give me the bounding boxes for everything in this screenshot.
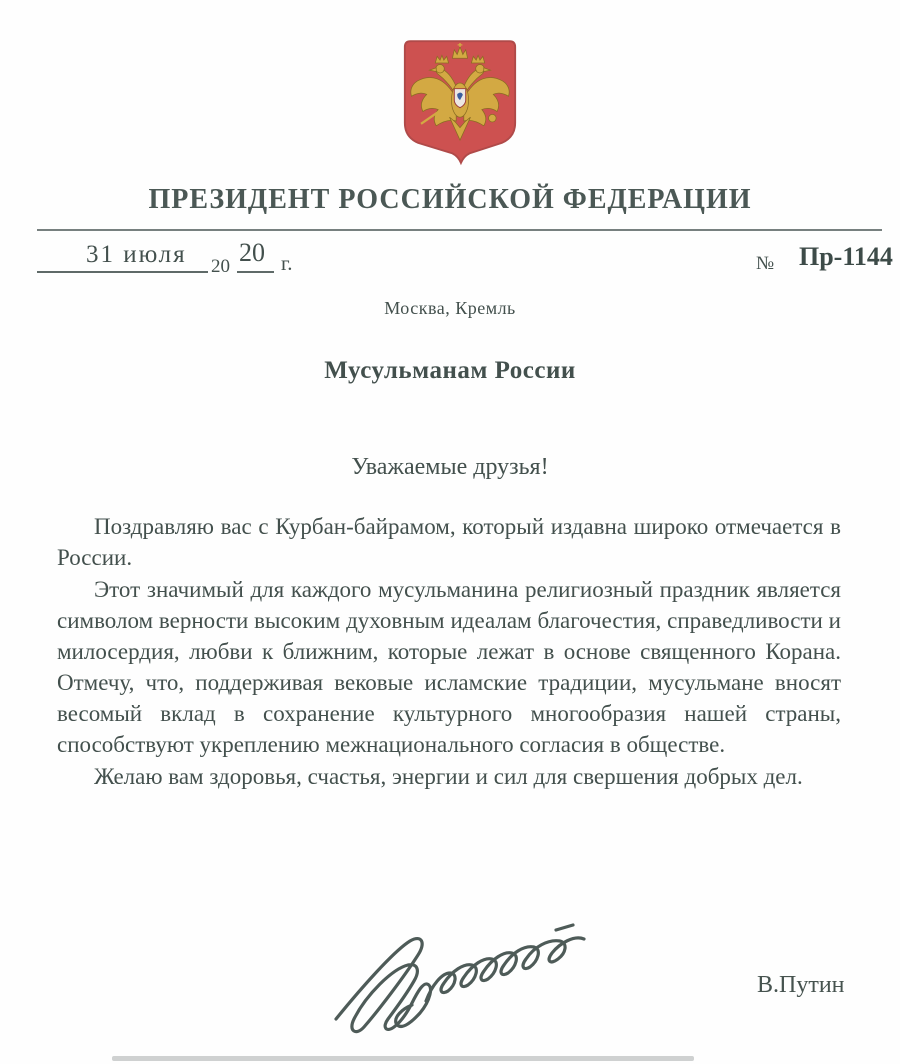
scan-edge-artifact xyxy=(112,1056,694,1061)
letterhead-title: ПРЕЗИДЕНТ РОССИЙСКОЙ ФЕДЕРАЦИИ xyxy=(148,184,752,215)
handwritten-signature-icon xyxy=(322,923,727,1038)
date-filled-value: 31 июля xyxy=(86,241,187,268)
date-century-prefix: 20 xyxy=(211,256,230,277)
salutation-line: Уважаемые друзья! xyxy=(351,454,549,480)
date-underline xyxy=(37,271,208,273)
body-paragraph: Желаю вам здоровья, счастья, энергии и сил для свершения добрых дел. xyxy=(94,764,803,789)
body-paragraph: Поздравляю вас с Курбан-байрамом, который издавна широко отмечается в России. xyxy=(57,514,841,570)
addressee-line: Мусульманам России xyxy=(324,357,576,384)
signer-name: В.Путин xyxy=(757,972,845,998)
document-number-sign: № xyxy=(756,253,775,274)
body-paragraph: Этот значимый для каждого мусульманина религиозный праздник является символом верности высоким духовным идеалам благочестия, справедливости и милосердия, любви к ближним, которые лежат в основе священного Корана. Отмечу, что, поддерживая вековые исламские традиции, мусульмане вносят весомый вклад в сохранение культурного многообразия нашей страны, способствуют укреплению межнационального согласия в обществе. xyxy=(57,577,841,757)
letterhead-rule xyxy=(37,229,882,231)
place-line: Москва, Кремль xyxy=(384,298,516,318)
date-year-filled: 20 xyxy=(239,238,265,267)
year-underline xyxy=(237,271,274,273)
date-year-suffix: г. xyxy=(281,251,293,275)
document-number-value: Пр-1144 xyxy=(799,242,893,271)
letter-body xyxy=(57,511,841,793)
russian-coat-of-arms-icon xyxy=(402,38,518,166)
